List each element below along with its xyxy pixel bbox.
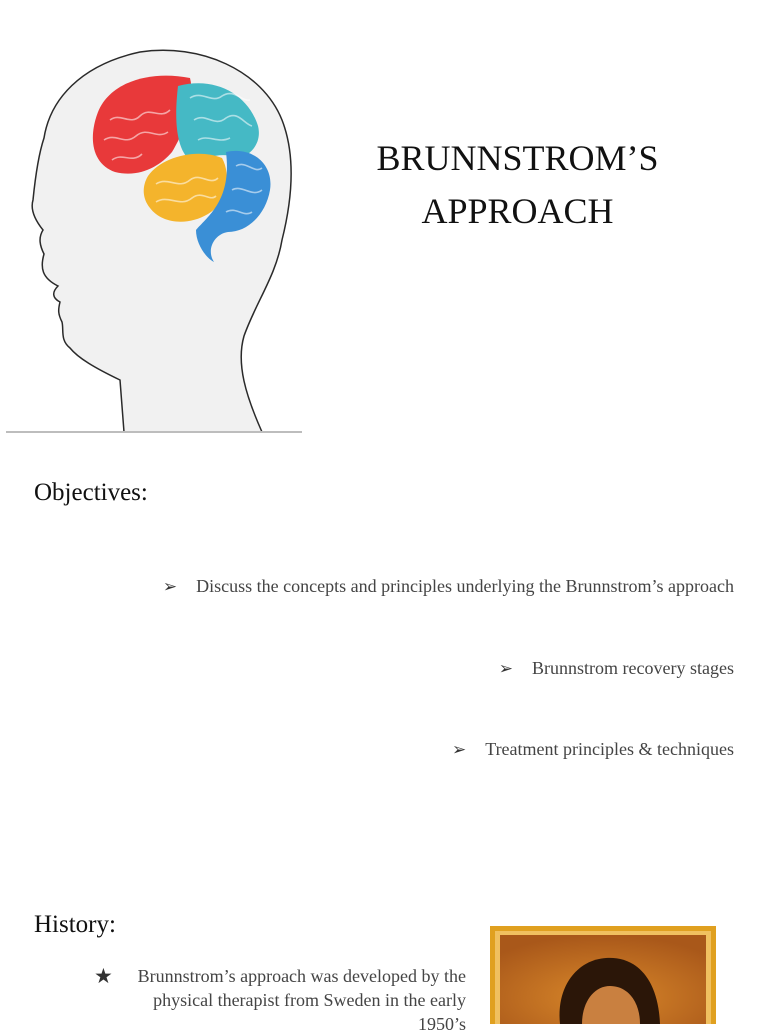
page-title bbox=[330, 132, 705, 238]
brain-head-illustration bbox=[0, 40, 310, 440]
title-line-1: BRUNNSTROM’S bbox=[376, 138, 659, 178]
history-paragraph bbox=[94, 964, 466, 1036]
head-silhouette-icon bbox=[0, 40, 310, 440]
arrowhead-bullet-icon: ➢ bbox=[498, 658, 514, 678]
objective-label: Discuss the concepts and principles underlying the Brunnstrom’s approach bbox=[196, 576, 734, 596]
arrowhead-bullet-icon: ➢ bbox=[162, 576, 178, 596]
history-text: Brunnstrom’s approach was developed by the physical therapist from Sweden in the early 1950’s bbox=[137, 966, 466, 1034]
title-line-2: APPROACH bbox=[421, 191, 614, 231]
objective-item bbox=[163, 576, 734, 597]
star-bullet-icon: ★ bbox=[94, 964, 113, 988]
objectives-heading: Objectives: bbox=[34, 479, 148, 506]
history-heading: History: bbox=[34, 911, 116, 938]
objective-item bbox=[452, 739, 734, 760]
arrowhead-bullet-icon: ➢ bbox=[451, 739, 467, 759]
objective-label: Brunnstrom recovery stages bbox=[532, 658, 734, 678]
objective-item bbox=[499, 658, 734, 679]
objective-label: Treatment principles & techniques bbox=[485, 739, 734, 759]
portrait-photo bbox=[490, 926, 716, 1024]
portrait-image-icon bbox=[490, 926, 716, 1024]
